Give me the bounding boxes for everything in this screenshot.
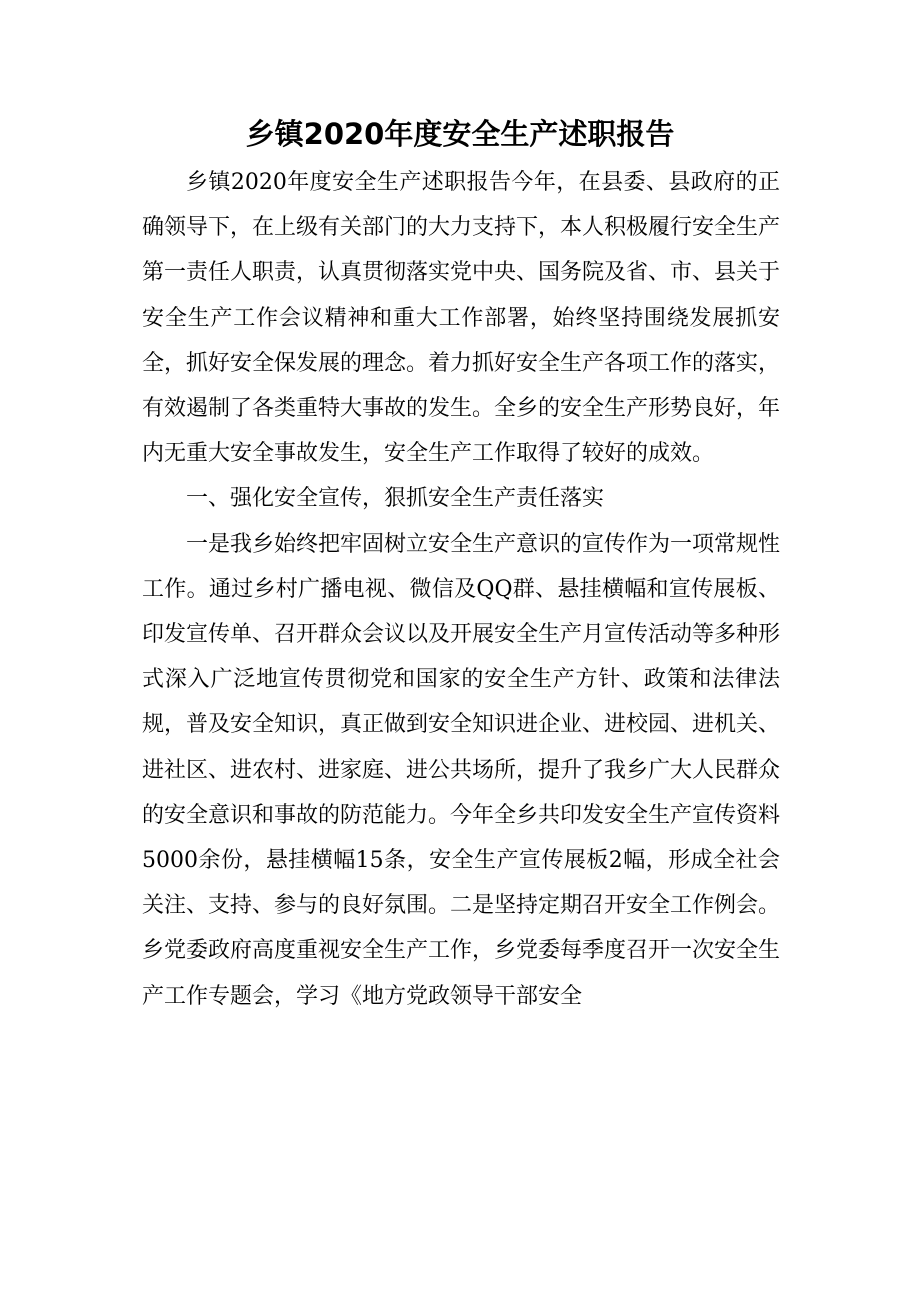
body-paragraph: 一是我乡始终把牢固树立安全生产意识的宣传作为一项常规性工作。通过乡村广播电视、微信及QQ群、悬挂横幅和宣传展板、印发宣传单、召开群众会议以及开展安全生产月宣传活动等多种形式深入广泛地宣传贯彻党和国家的安全生产方针、政策和法律法规，普及安全知识，真正做到安全知识进企业、进校园、进机关、进社区、进农村、进家庭、进公共场所，提升了我乡广大人民群众的安全意识和事故的防范能力。今年全乡共印发安全生产宣传资料5000余份，悬挂横幅15条，安全生产宣传展板2幅，形成全社会关注、支持、参与的良好氛围。二是坚持定期召开安全工作例会。乡党委政府高度重视安全生产工作，乡党委每季度召开一次安全生产工作专题会，学习《地方党政领导干部安全 bbox=[142, 531, 781, 1009]
intro-paragraph: 乡镇2020年度安全生产述职报告今年，在县委、县政府的正确领导下，在上级有关部门的大力支持下，本人积极履行安全生产第一责任人职责，认真贯彻落实党中央、国务院及省、市、县关于安全生产工作会议精神和重大工作部署，始终坚持围绕发展抓安全，抓好安全保发展的理念。着力抓好安全生产各项工作的落实，有效遏制了各类重特大事故的发生。全乡的安全生产形势良好，年内无重大安全事故发生，安全生产工作取得了较好的成效。 bbox=[142, 170, 781, 467]
section-heading: 一、强化安全宣传，狠抓安全生产责任落实 bbox=[186, 486, 605, 512]
document-title: 乡镇2020年度安全生产述职报告 bbox=[245, 117, 675, 151]
document-body bbox=[142, 160, 780, 1019]
